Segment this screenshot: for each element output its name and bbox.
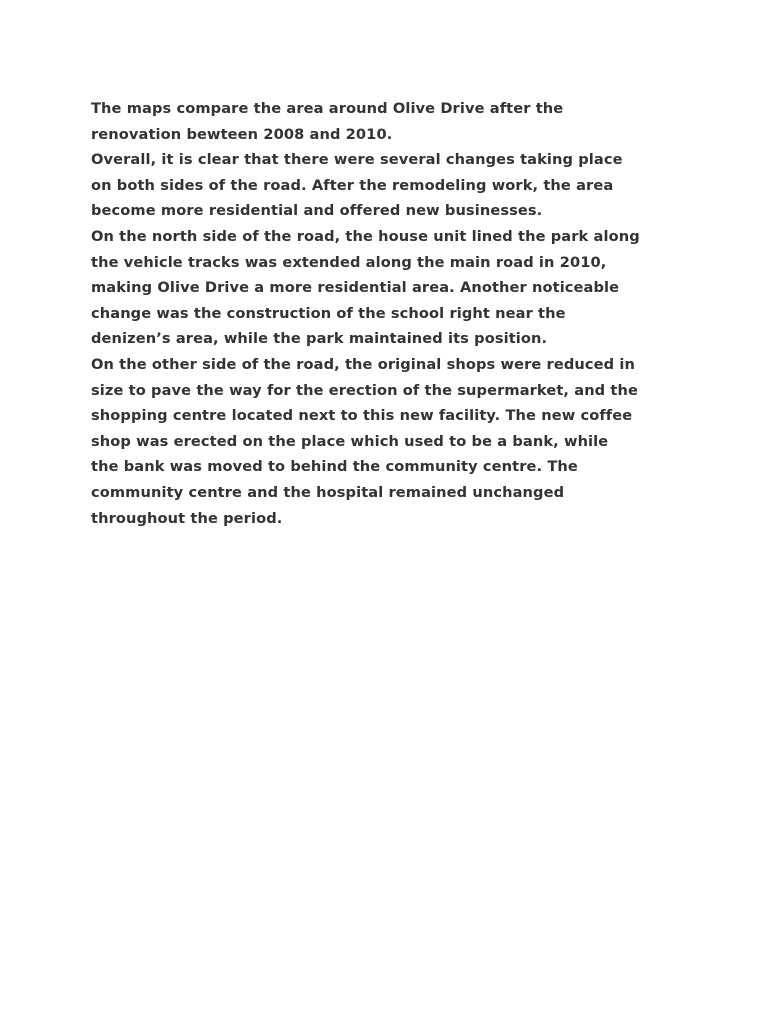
text-line: throughout the period. bbox=[91, 509, 283, 527]
text-line: Overall, it is clear that there were several changes taking place bbox=[91, 151, 623, 169]
text-line: community centre and the hospital remained unchanged bbox=[91, 483, 565, 501]
essay-text bbox=[91, 96, 691, 531]
text-line: making Olive Drive a more residential area. Another noticeable bbox=[91, 279, 620, 297]
text-line: On the other side of the road, the original shops were reduced in bbox=[91, 355, 635, 373]
text-line: the vehicle tracks was extended along the main road in 2010, bbox=[91, 253, 607, 271]
text-line: the bank was moved to behind the community centre. The bbox=[91, 458, 578, 476]
text-line: renovation bewteen 2008 and 2010. bbox=[91, 125, 393, 143]
text-line: size to pave the way for the erection of the supermarket, and the bbox=[91, 381, 638, 399]
text-line: on both sides of the road. After the remodeling work, the area bbox=[91, 176, 614, 194]
text-line: On the north side of the road, the house unit lined the park along bbox=[91, 227, 640, 245]
text-line: become more residential and offered new businesses. bbox=[91, 202, 543, 220]
text-line: The maps compare the area around Olive Drive after the bbox=[91, 100, 564, 117]
text-line: denizen’s area, while the park maintained its position. bbox=[91, 330, 548, 348]
text-line: shop was erected on the place which used to be a bank, while bbox=[91, 432, 609, 450]
text-line: change was the construction of the school right near the bbox=[91, 304, 566, 322]
text-line: shopping centre located next to this new facility. The new coffee bbox=[91, 407, 633, 425]
